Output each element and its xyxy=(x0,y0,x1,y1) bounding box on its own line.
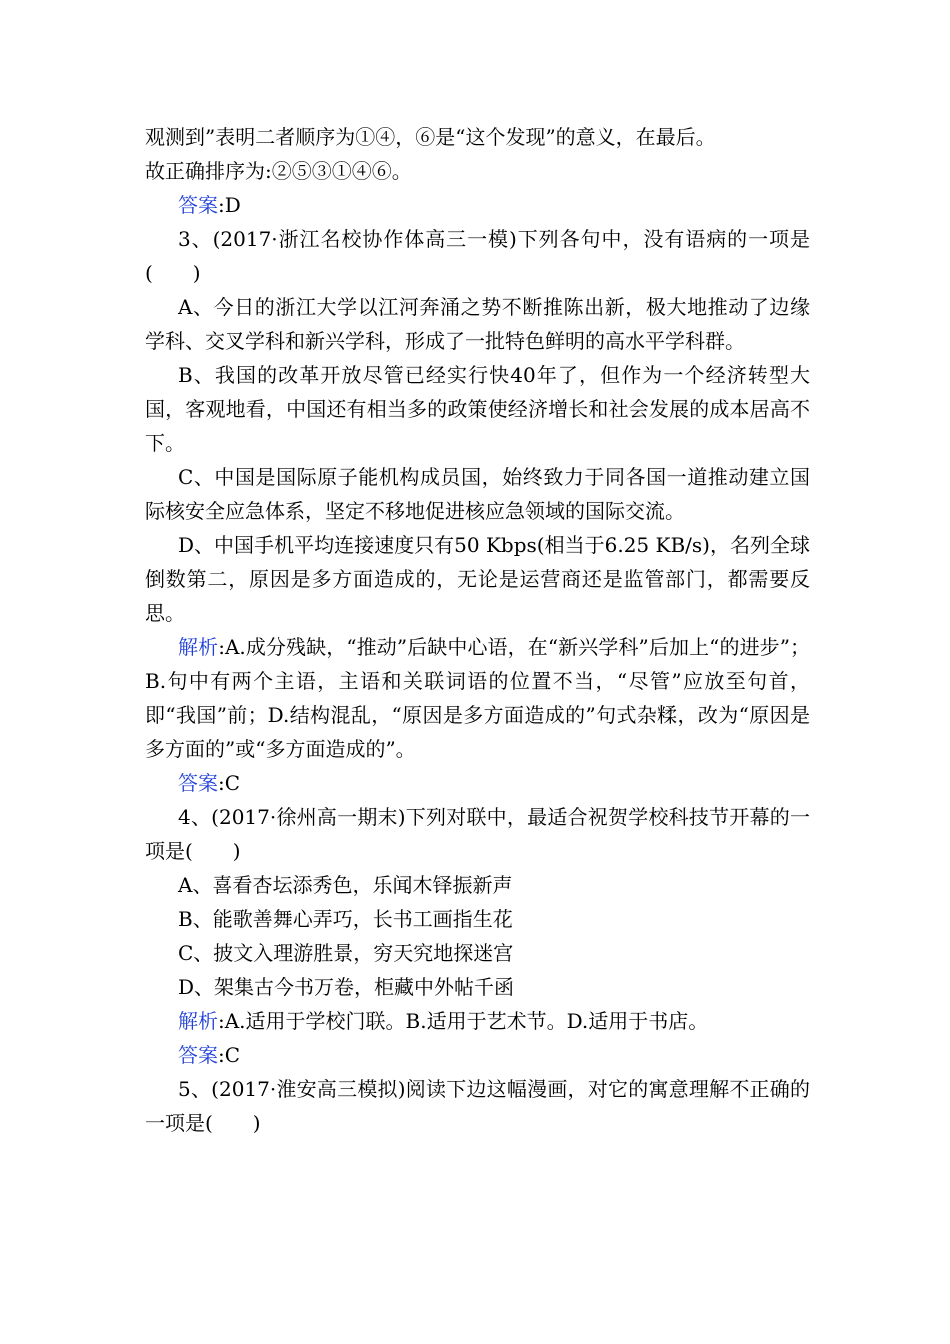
answer-value: :C xyxy=(218,1043,241,1067)
intro-line-1: 观测到”表明二者顺序为①④，⑥是“这个发现”的意义，在最后。 xyxy=(145,125,716,149)
q3-option-c: C、中国是国际原子能机构成员国，始终致力于同各国一道推动建立国际核安全应急体系，坚定不移地促进核应急领域的国际交流。 xyxy=(145,465,810,523)
analysis-label: 解析 xyxy=(178,1009,218,1033)
q4-option-b: B、能歌善舞心弄巧，长书工画指生花 xyxy=(178,907,513,931)
q3-analysis xyxy=(145,630,810,766)
q3-option-b: B、我国的改革开放尽管已经实行快40年了，但作为一个经济转型大国，客观地看，中国还有相当多的政策使经济增长和社会发展的成本居高不下。 xyxy=(145,363,810,455)
q3-answer xyxy=(145,766,810,800)
analysis-text: :A.适用于学校门联。B.适用于艺术节。D.适用于书店。 xyxy=(218,1009,709,1033)
q4-option-c: C、披文入理游胜景，穷天究地探迷宫 xyxy=(178,941,514,965)
q3-option-d: D、中国手机平均连接速度只有50 Kbps(相当于6.25 KB/s)，名列全球倒数第二，原因是多方面造成的，无论是运营商还是监管部门，都需要反思。 xyxy=(145,533,810,625)
q2-answer xyxy=(145,188,810,222)
analysis-label: 解析 xyxy=(178,635,219,659)
answer-value: :C xyxy=(218,771,241,795)
document-page xyxy=(145,120,810,1140)
q3-stem: 3、(2017·浙江名校协作体高三一模)下列各句中，没有语病的一项是( ) xyxy=(145,227,810,285)
intro-line-2: 故正确排序为:②⑤③①④⑥。 xyxy=(145,159,412,183)
q4-option-a: A、喜看杏坛添秀色，乐闻木铎振新声 xyxy=(178,873,513,897)
q3-option-a: A、今日的浙江大学以江河奔涌之势不断推陈出新，极大地推动了边缘学科、交叉学科和新兴学科，形成了一批特色鲜明的高水平学科群。 xyxy=(145,295,810,353)
q4-analysis xyxy=(145,1004,810,1038)
answer-label: 答案 xyxy=(178,771,218,795)
q4-option-d: D、架集古今书万卷，柜藏中外帖千函 xyxy=(178,975,515,999)
q4-stem: 4、(2017·徐州高一期末)下列对联中，最适合祝贺学校科技节开幕的一项是( ) xyxy=(145,805,810,863)
analysis-text: :A.成分残缺，“推动”后缺中心语，在“新兴学科”后加上“的进步”；B.句中有两个主语，主语和关联词语的位置不当，“尽管”应放至句首，即“我国”前；D.结构混乱，“原因是多方面造成的”句式杂糅，改为“原因是多方面的”或“多方面造成的”。 xyxy=(145,635,811,761)
answer-label: 答案 xyxy=(178,193,218,217)
answer-value: :D xyxy=(218,193,241,217)
answer-label: 答案 xyxy=(178,1043,218,1067)
q4-answer xyxy=(145,1038,810,1072)
q5-stem: 5、(2017·淮安高三模拟)阅读下边这幅漫画，对它的寓意理解不正确的一项是( ) xyxy=(145,1077,810,1135)
